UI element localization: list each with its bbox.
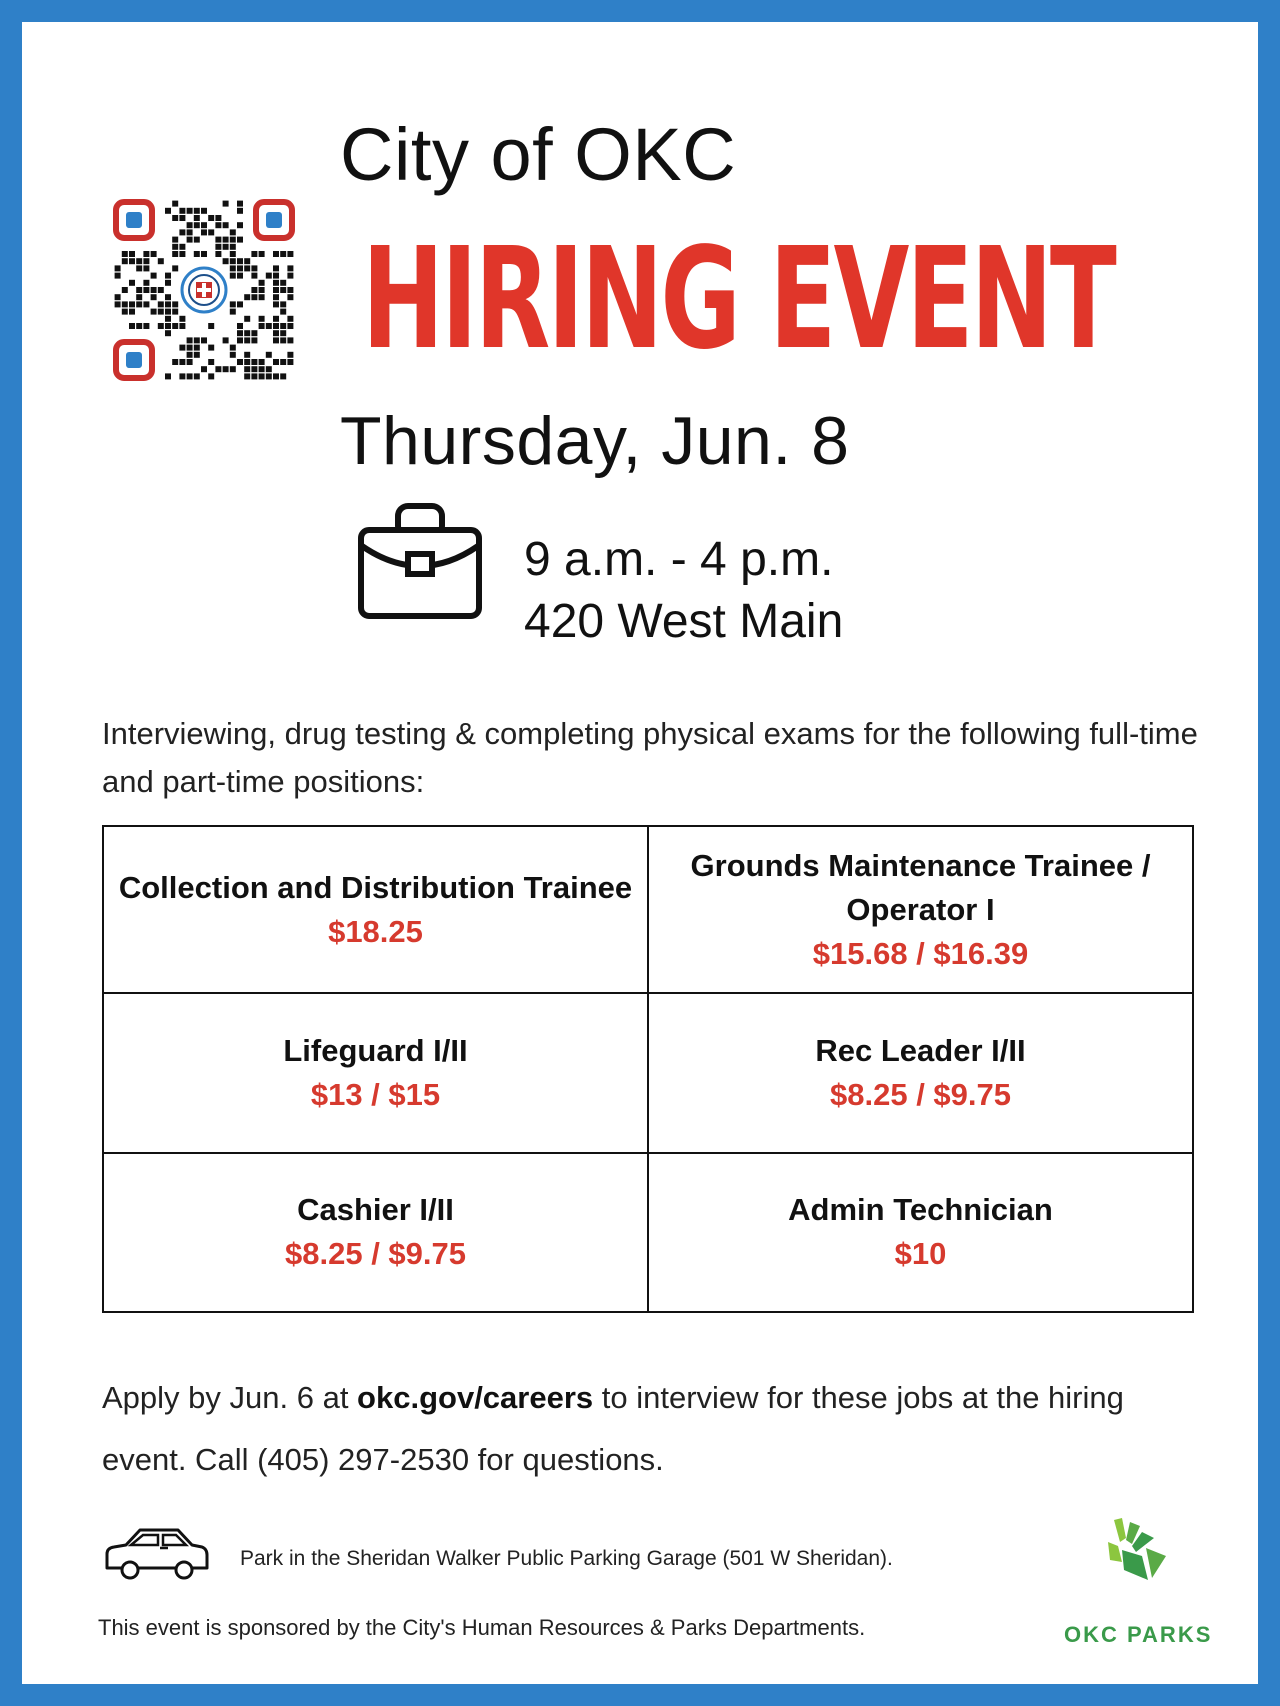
qr-module bbox=[287, 294, 293, 300]
qr-module bbox=[187, 237, 193, 243]
positions-table bbox=[102, 825, 1194, 1313]
qr-module bbox=[115, 265, 121, 271]
qr-module bbox=[187, 208, 193, 214]
qr-module bbox=[179, 251, 185, 257]
qr-module bbox=[280, 359, 286, 365]
qr-module bbox=[273, 337, 279, 343]
qr-module bbox=[280, 330, 286, 336]
qr-module bbox=[244, 294, 250, 300]
qr-module bbox=[165, 301, 171, 307]
qr-module bbox=[251, 337, 257, 343]
qr-module bbox=[223, 237, 229, 243]
qr-module bbox=[201, 229, 207, 235]
qr-module bbox=[273, 251, 279, 257]
qr-module bbox=[158, 323, 164, 329]
briefcase-icon bbox=[358, 502, 482, 620]
job-cell bbox=[648, 993, 1193, 1152]
careers-link[interactable]: okc.gov/careers bbox=[357, 1380, 594, 1415]
qr-module bbox=[237, 273, 243, 279]
car-icon bbox=[102, 1524, 210, 1582]
qr-module bbox=[230, 251, 236, 257]
qr-module bbox=[122, 251, 128, 257]
qr-module bbox=[158, 309, 164, 315]
qr-module bbox=[251, 265, 257, 271]
qr-module bbox=[172, 359, 178, 365]
qr-module bbox=[201, 222, 207, 228]
qr-module bbox=[179, 316, 185, 322]
qr-module bbox=[215, 366, 221, 372]
qr-module bbox=[237, 222, 243, 228]
qr-module bbox=[244, 373, 250, 379]
qr-module bbox=[136, 323, 142, 329]
qr-module bbox=[194, 345, 200, 351]
qr-module bbox=[143, 251, 149, 257]
qr-module bbox=[208, 345, 214, 351]
qr-module bbox=[172, 301, 178, 307]
qr-module bbox=[259, 251, 265, 257]
qr-module bbox=[230, 229, 236, 235]
qr-module bbox=[244, 316, 250, 322]
qr-module bbox=[244, 330, 250, 336]
qr-module bbox=[172, 323, 178, 329]
qr-module bbox=[273, 273, 279, 279]
qr-module bbox=[259, 359, 265, 365]
qr-module bbox=[179, 323, 185, 329]
qr-module bbox=[172, 201, 178, 207]
qr-module bbox=[230, 345, 236, 351]
qr-module bbox=[208, 229, 214, 235]
event-time: 9 a.m. - 4 p.m. bbox=[524, 533, 834, 586]
qr-module bbox=[259, 316, 265, 322]
headline: HIRING EVENT bbox=[362, 218, 1114, 381]
event-address: 420 West Main bbox=[524, 595, 844, 648]
qr-module bbox=[280, 287, 286, 293]
qr-module bbox=[287, 359, 293, 365]
qr-module bbox=[187, 229, 193, 235]
qr-module bbox=[151, 287, 157, 293]
qr-module bbox=[187, 222, 193, 228]
qr-module bbox=[165, 294, 171, 300]
qr-module bbox=[280, 280, 286, 286]
qr-module bbox=[179, 359, 185, 365]
qr-module bbox=[129, 323, 135, 329]
qr-module bbox=[151, 273, 157, 279]
job-pay: $18.25 bbox=[328, 913, 423, 949]
qr-module bbox=[230, 258, 236, 264]
qr-module bbox=[237, 337, 243, 343]
qr-module bbox=[266, 323, 272, 329]
qr-module bbox=[187, 359, 193, 365]
qr-module bbox=[165, 273, 171, 279]
qr-module bbox=[230, 309, 236, 315]
qr-module bbox=[223, 337, 229, 343]
qr-module bbox=[194, 208, 200, 214]
okc-parks-logo-icon bbox=[1104, 1516, 1178, 1596]
qr-module bbox=[287, 316, 293, 322]
qr-module bbox=[251, 294, 257, 300]
job-title: Grounds Maintenance Trainee / Operator I bbox=[690, 847, 1151, 927]
qr-module bbox=[136, 265, 142, 271]
table-row bbox=[103, 826, 1193, 993]
qr-module bbox=[287, 352, 293, 358]
qr-module bbox=[259, 373, 265, 379]
qr-module bbox=[172, 265, 178, 271]
qr-module bbox=[179, 215, 185, 221]
qr-module bbox=[273, 265, 279, 271]
qr-module bbox=[208, 373, 214, 379]
qr-module bbox=[244, 258, 250, 264]
qr-module bbox=[165, 309, 171, 315]
job-pay: $8.25 / $9.75 bbox=[830, 1077, 1011, 1113]
qr-module bbox=[237, 208, 243, 214]
qr-module bbox=[251, 330, 257, 336]
qr-module bbox=[273, 359, 279, 365]
qr-module bbox=[259, 280, 265, 286]
job-cell bbox=[103, 826, 648, 993]
qr-module bbox=[273, 301, 279, 307]
qr-module bbox=[136, 301, 142, 307]
qr-module bbox=[215, 237, 221, 243]
job-cell bbox=[103, 993, 648, 1152]
qr-module bbox=[244, 337, 250, 343]
intro-text: Interviewing, drug testing & completing physical exams for the following full-time and part-time positions: bbox=[102, 716, 1198, 799]
qr-module bbox=[136, 294, 142, 300]
qr-module bbox=[223, 222, 229, 228]
job-cell bbox=[648, 1153, 1193, 1312]
apply-text-after: to interview for these jobs at the hiring event. Call (405) 297-2530 for questions. bbox=[102, 1380, 1124, 1477]
qr-module bbox=[208, 215, 214, 221]
qr-module bbox=[273, 323, 279, 329]
qr-module bbox=[129, 301, 135, 307]
job-title: Admin Technician bbox=[788, 1192, 1053, 1228]
qr-module bbox=[237, 301, 243, 307]
qr-module bbox=[158, 258, 164, 264]
qr-module bbox=[143, 280, 149, 286]
apply-text-before: Apply by Jun. 6 at bbox=[102, 1380, 358, 1415]
qr-module bbox=[136, 287, 142, 293]
qr-module bbox=[122, 258, 128, 264]
job-pay: $15.68 / $16.39 bbox=[812, 935, 1029, 971]
qr-module bbox=[287, 273, 293, 279]
qr-module bbox=[251, 287, 257, 293]
qr-module bbox=[215, 215, 221, 221]
qr-module bbox=[201, 337, 207, 343]
qr-module bbox=[287, 323, 293, 329]
qr-module bbox=[273, 373, 279, 379]
qr-module bbox=[208, 323, 214, 329]
qr-module bbox=[280, 337, 286, 343]
qr-module bbox=[194, 337, 200, 343]
qr-module bbox=[136, 258, 142, 264]
qr-module bbox=[165, 330, 171, 336]
qr-module bbox=[158, 301, 164, 307]
qr-module bbox=[129, 251, 135, 257]
qr-module bbox=[215, 251, 221, 257]
qr-module bbox=[280, 309, 286, 315]
qr-module bbox=[187, 337, 193, 343]
qr-module bbox=[194, 251, 200, 257]
table-row bbox=[103, 993, 1193, 1152]
qr-module bbox=[251, 373, 257, 379]
qr-module bbox=[259, 323, 265, 329]
qr-module bbox=[151, 251, 157, 257]
qr-module bbox=[230, 273, 236, 279]
qr-module bbox=[230, 244, 236, 250]
job-title: Lifeguard I/II bbox=[283, 1033, 468, 1069]
qr-module bbox=[237, 265, 243, 271]
qr-module bbox=[237, 258, 243, 264]
qr-module bbox=[237, 237, 243, 243]
qr-module bbox=[251, 251, 257, 257]
qr-module bbox=[115, 294, 121, 300]
qr-module bbox=[179, 373, 185, 379]
qr-module bbox=[215, 222, 221, 228]
qr-module bbox=[143, 258, 149, 264]
qr-module bbox=[179, 208, 185, 214]
job-cell bbox=[648, 826, 1193, 993]
qr-module bbox=[172, 309, 178, 315]
job-title: Collection and Distribution Trainee bbox=[118, 869, 633, 905]
qr-module bbox=[237, 323, 243, 329]
qr-module bbox=[287, 265, 293, 271]
qr-module bbox=[287, 337, 293, 343]
qr-module bbox=[244, 265, 250, 271]
qr-module bbox=[158, 287, 164, 293]
qr-module bbox=[266, 366, 272, 372]
qr-module bbox=[129, 309, 135, 315]
job-pay: $13 / $15 bbox=[310, 1077, 441, 1113]
qr-module bbox=[172, 215, 178, 221]
qr-module bbox=[165, 323, 171, 329]
city-seal-icon bbox=[179, 265, 229, 315]
qr-module bbox=[280, 301, 286, 307]
qr-module bbox=[259, 287, 265, 293]
qr-module bbox=[194, 237, 200, 243]
qr-module bbox=[230, 237, 236, 243]
qr-module bbox=[237, 201, 243, 207]
qr-module bbox=[230, 265, 236, 271]
qr-module bbox=[230, 366, 236, 372]
qr-module bbox=[223, 258, 229, 264]
qr-module bbox=[266, 273, 272, 279]
parking-note: Park in the Sheridan Walker Public Parking Garage (501 W Sheridan). bbox=[240, 1547, 893, 1570]
qr-module bbox=[266, 373, 272, 379]
qr-module bbox=[194, 352, 200, 358]
qr-module bbox=[122, 309, 128, 315]
qr-module bbox=[201, 366, 207, 372]
job-pay: $10 bbox=[894, 1236, 947, 1272]
qr-module bbox=[280, 251, 286, 257]
qr-module bbox=[215, 244, 221, 250]
qr-module bbox=[165, 373, 171, 379]
qr-module bbox=[201, 251, 207, 257]
job-title: Rec Leader I/II bbox=[815, 1033, 1026, 1069]
qr-module bbox=[179, 345, 185, 351]
table-row bbox=[103, 1153, 1193, 1312]
qr-module bbox=[194, 222, 200, 228]
job-cell bbox=[103, 1153, 648, 1312]
qr-module bbox=[187, 373, 193, 379]
qr-module bbox=[244, 352, 250, 358]
qr-module bbox=[208, 359, 214, 365]
qr-module bbox=[115, 301, 121, 307]
qr-module bbox=[230, 352, 236, 358]
qr-module bbox=[280, 323, 286, 329]
qr-module bbox=[223, 366, 229, 372]
qr-module bbox=[251, 359, 257, 365]
qr-module bbox=[237, 330, 243, 336]
sponsor-note: This event is sponsored by the City's Human Resources & Parks Departments. bbox=[98, 1615, 866, 1640]
qr-module bbox=[115, 273, 121, 279]
qr-module bbox=[165, 208, 171, 214]
qr-module bbox=[151, 309, 157, 315]
qr-module bbox=[287, 287, 293, 293]
qr-module bbox=[143, 287, 149, 293]
qr-module bbox=[129, 280, 135, 286]
qr-module bbox=[223, 244, 229, 250]
qr-module bbox=[280, 373, 286, 379]
qr-module bbox=[251, 273, 257, 279]
qr-module bbox=[151, 294, 157, 300]
qr-module bbox=[244, 366, 250, 372]
qr-module bbox=[165, 280, 171, 286]
event-date: Thursday, Jun. 8 bbox=[340, 403, 850, 479]
qr-module bbox=[187, 352, 193, 358]
flyer bbox=[22, 22, 1258, 1684]
qr-module bbox=[172, 251, 178, 257]
qr-module bbox=[287, 251, 293, 257]
qr-module bbox=[122, 301, 128, 307]
okc-parks-wordmark: OKC PARKS bbox=[1064, 1622, 1213, 1647]
qr-module bbox=[273, 330, 279, 336]
qr-module bbox=[230, 301, 236, 307]
org-name: City of OKC bbox=[340, 113, 737, 196]
qr-module bbox=[259, 366, 265, 372]
qr-module bbox=[172, 244, 178, 250]
qr-module bbox=[201, 208, 207, 214]
qr-module bbox=[237, 359, 243, 365]
qr-module bbox=[143, 265, 149, 271]
job-title: Cashier I/II bbox=[297, 1192, 454, 1228]
qr-module bbox=[251, 366, 257, 372]
qr-module bbox=[187, 345, 193, 351]
qr-module bbox=[244, 359, 250, 365]
qr-module bbox=[122, 287, 128, 293]
qr-code-icon[interactable] bbox=[114, 200, 294, 380]
qr-module bbox=[143, 301, 149, 307]
apply-text bbox=[102, 1367, 1212, 1491]
qr-module bbox=[179, 229, 185, 235]
qr-module bbox=[223, 201, 229, 207]
qr-module bbox=[259, 294, 265, 300]
qr-module bbox=[273, 316, 279, 322]
qr-module bbox=[273, 294, 279, 300]
qr-module bbox=[165, 316, 171, 322]
qr-module bbox=[143, 323, 149, 329]
job-pay: $8.25 / $9.75 bbox=[285, 1236, 466, 1272]
qr-module bbox=[172, 237, 178, 243]
qr-module bbox=[194, 215, 200, 221]
qr-module bbox=[273, 287, 279, 293]
qr-module bbox=[179, 244, 185, 250]
qr-module bbox=[273, 280, 279, 286]
qr-module bbox=[266, 352, 272, 358]
qr-module bbox=[194, 373, 200, 379]
qr-module bbox=[129, 258, 135, 264]
